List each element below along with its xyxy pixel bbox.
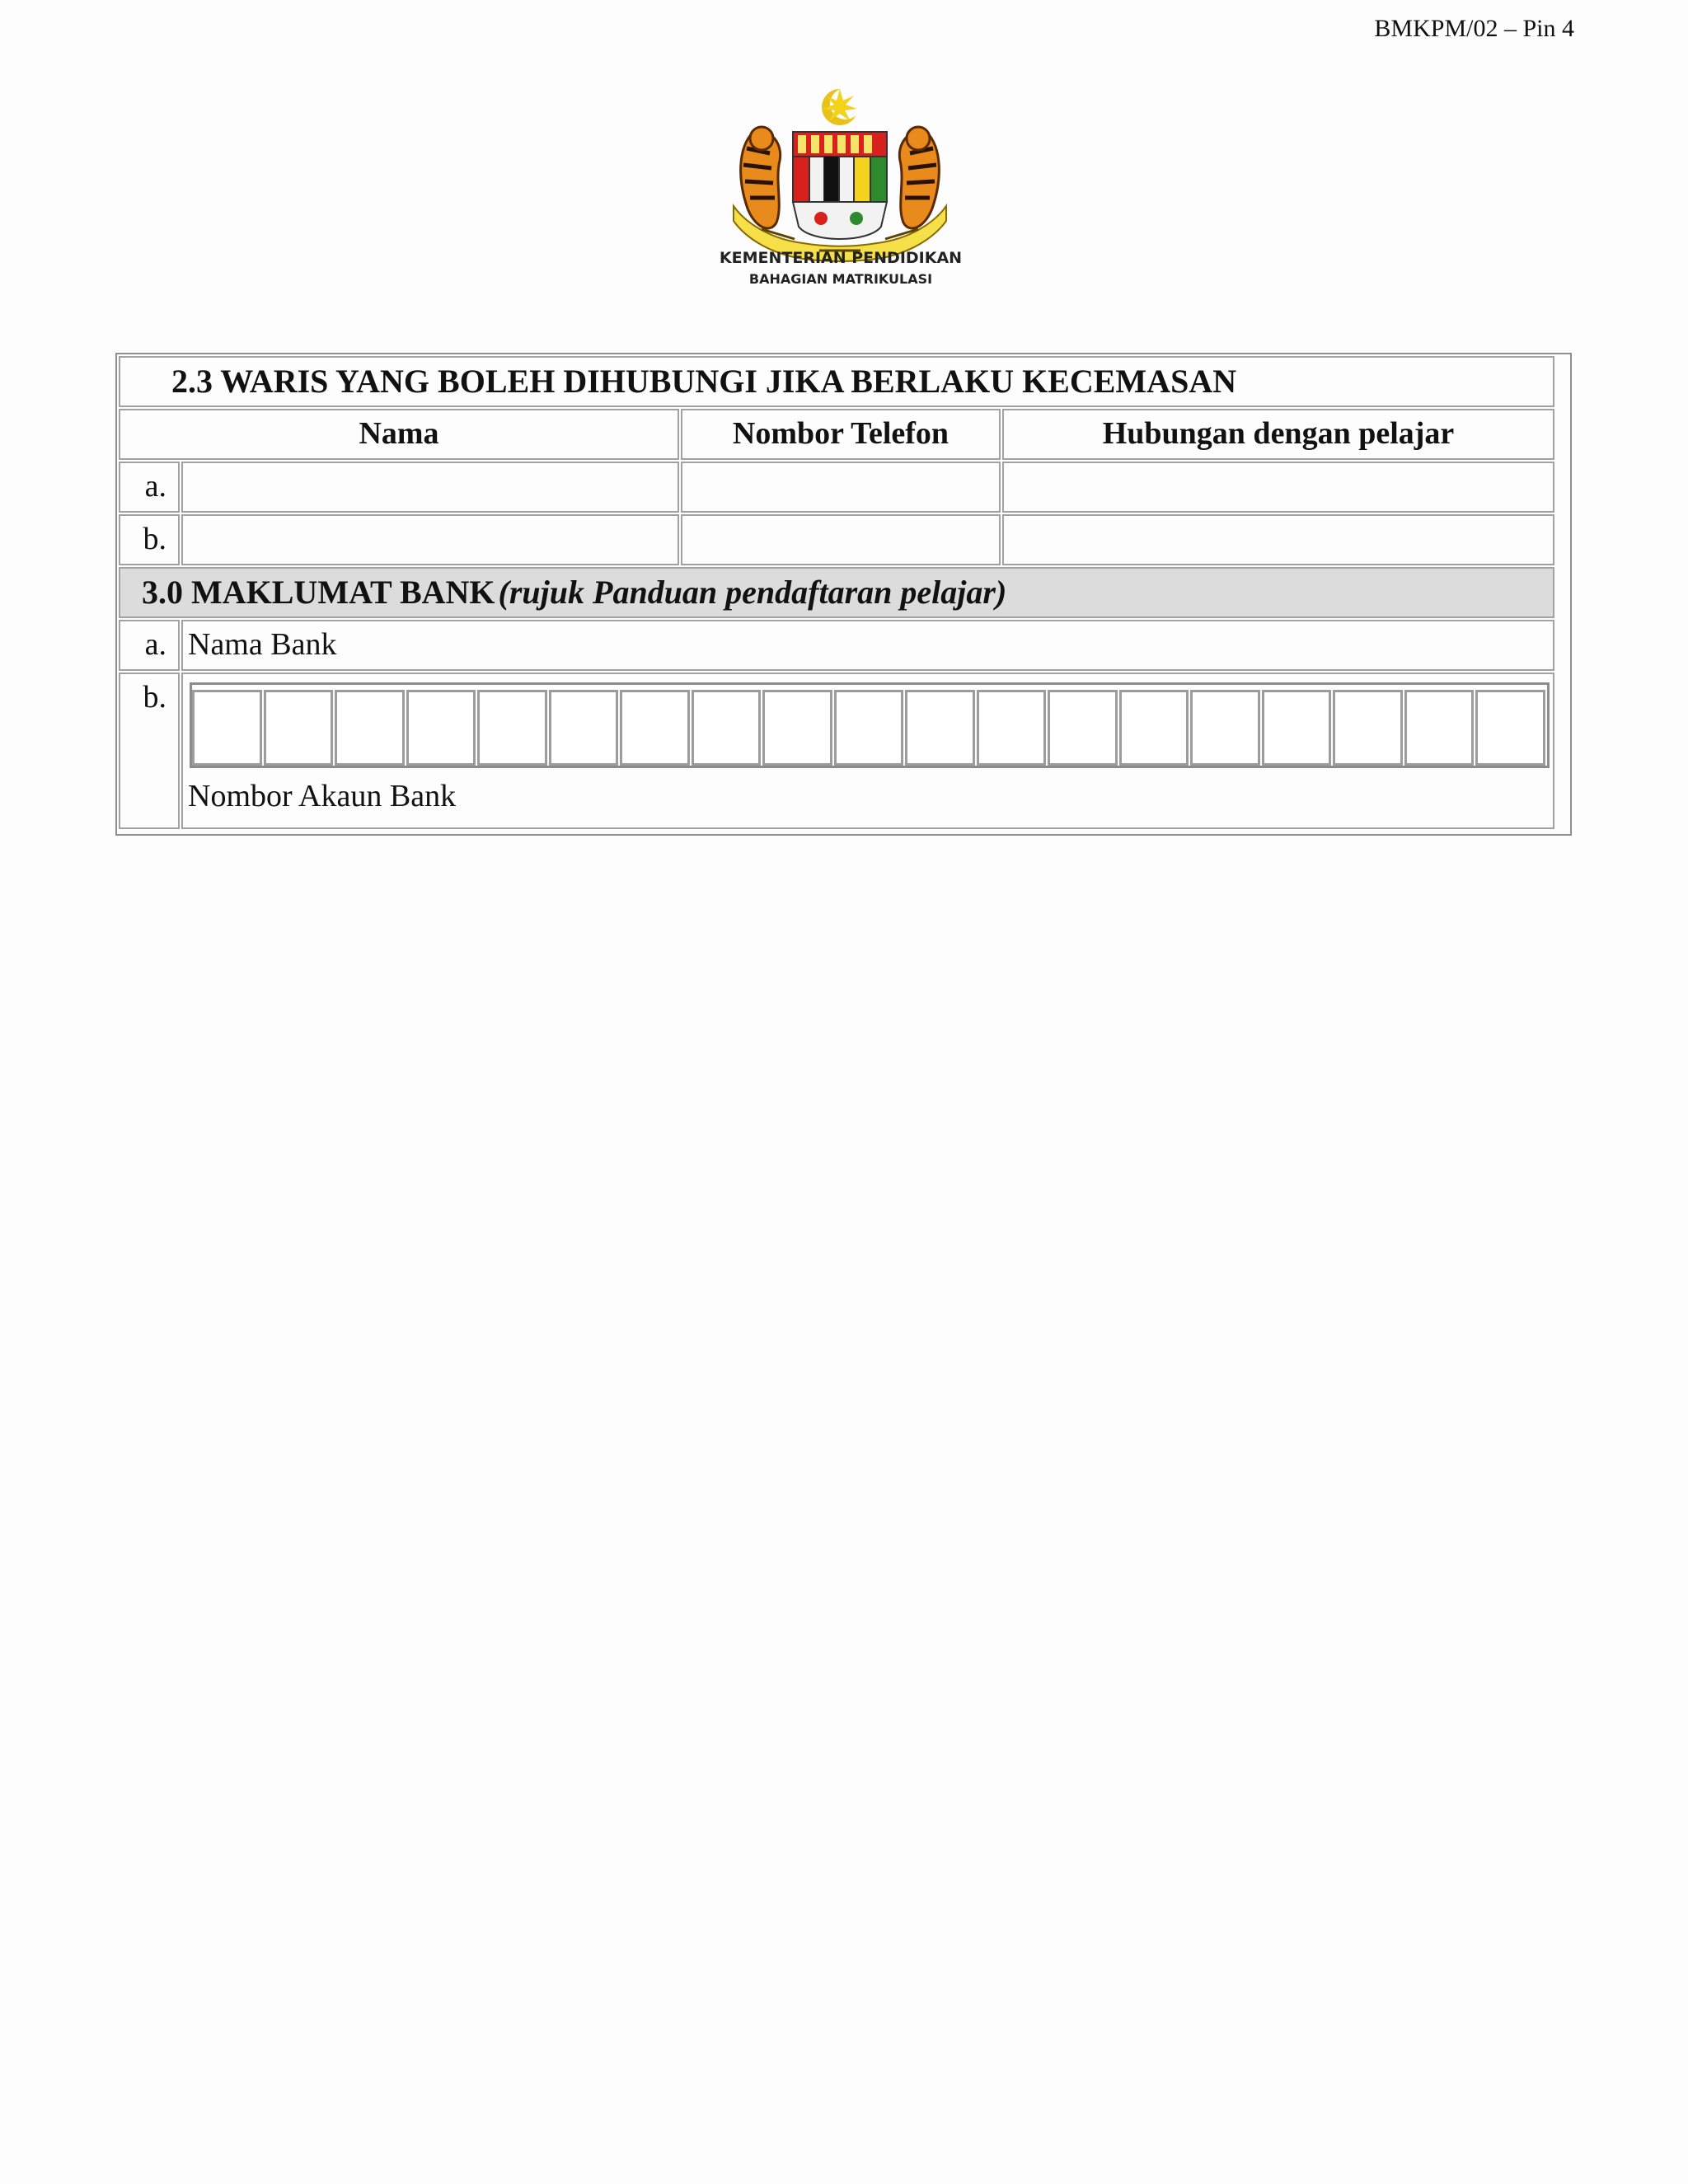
account-digit-box[interactable] [1404,690,1475,766]
bank-row-label-a: a. [119,620,180,671]
nombor-akaun-label: Nombor Akaun Bank [188,779,457,813]
section-3-0-title: 3.0 MAKLUMAT BANK [142,574,495,611]
nama-bank-field[interactable] [181,620,1554,671]
account-digit-box[interactable] [834,690,904,766]
account-number-boxes [190,682,1550,768]
account-digit-box[interactable] [1190,690,1260,766]
section-3-0-note: (rujuk Panduan pendaftaran pelajar) [498,574,1007,611]
column-header-nombor-telefon: Nombor Telefon [681,409,1001,460]
account-digit-box[interactable] [192,690,262,766]
column-header-hubungan: Hubungan dengan pelajar [1002,409,1554,460]
account-digit-box[interactable] [1262,690,1332,766]
account-digit-box[interactable] [1048,690,1118,766]
waris-b-telefon-field[interactable] [681,514,1001,565]
document-code: BMKPM/02 – Pin 4 [1374,15,1574,42]
account-digit-box[interactable] [692,690,762,766]
account-digit-box[interactable] [1475,690,1545,766]
section-2-3-title-cell [119,356,1554,407]
bank-row-label-b: b. [119,673,180,829]
section-2-3-title: 2.3 WARIS YANG BOLEH DIHUBUNGI JIKA BERLAKU KECEMASAN [171,363,1237,400]
column-header-nama: Nama [119,409,679,460]
account-digit-box[interactable] [1119,690,1189,766]
account-digit-box[interactable] [1333,690,1403,766]
logo-text-ministry: KEMENTERIAN PENDIDIKAN [719,249,963,267]
section-3-0-title-cell [119,567,1554,618]
shield-icon [793,132,887,239]
waris-a-nama-field[interactable] [181,462,679,513]
account-digit-box[interactable] [977,690,1047,766]
account-digit-box[interactable] [549,690,619,766]
account-digit-box[interactable] [335,690,405,766]
waris-b-hubungan-field[interactable] [1002,514,1554,565]
account-digit-box[interactable] [264,690,334,766]
account-digit-box[interactable] [762,690,832,766]
account-digit-box[interactable] [620,690,690,766]
row-label-a: a. [119,462,180,513]
waris-a-hubungan-field[interactable] [1002,462,1554,513]
left-tiger-icon [741,127,781,228]
account-digit-box[interactable] [905,690,975,766]
waris-b-nama-field[interactable] [181,514,679,565]
right-tiger-icon [899,127,939,228]
account-digit-box[interactable] [406,690,476,766]
account-digit-box[interactable] [477,690,547,766]
nama-bank-label: Nama Bank [188,627,337,662]
form-table [115,353,1572,832]
row-label-b: b. [119,514,180,565]
waris-a-telefon-field[interactable] [681,462,1001,513]
nombor-akaun-cell [181,673,1554,829]
logo-text-division: BAHAGIAN MATRIKULASI [748,271,933,287]
